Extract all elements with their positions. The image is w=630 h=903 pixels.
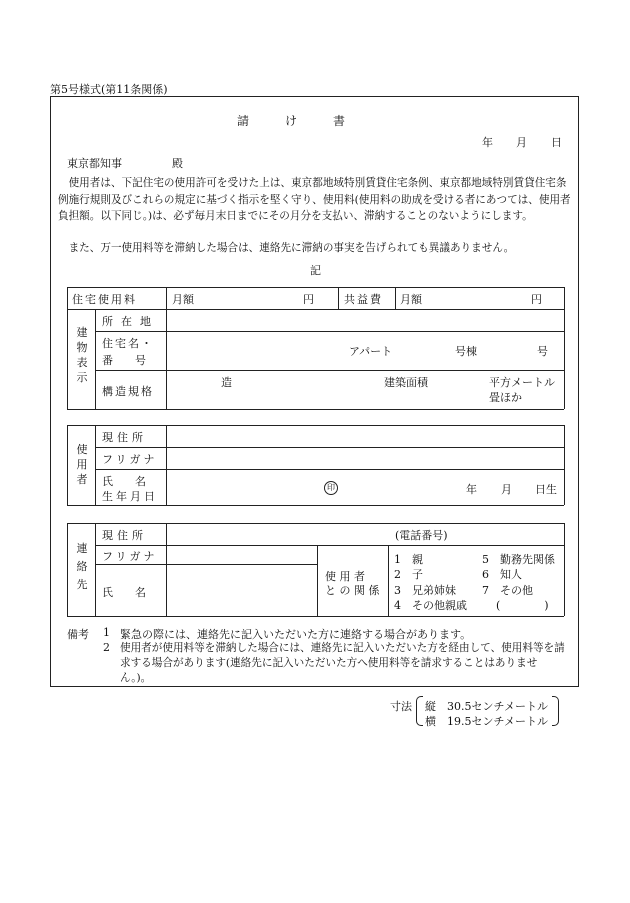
seal-mark [324, 480, 338, 495]
relation-option-1: 1 親 [394, 553, 423, 566]
form-number: 第5号様式(第11条関係) [50, 83, 168, 96]
date-month: 月 [516, 136, 527, 149]
right-brace [552, 696, 559, 726]
floor-area-label: 建築面積 [384, 376, 428, 389]
common-fee-label: 共益費 [344, 293, 383, 306]
user-side-label: 使用者 [76, 443, 88, 486]
left-brace [416, 696, 423, 726]
pledge-paragraph-2: また、万一使用料等を滞納した場合は、連絡先に滞納の事実を告げられても異議ありません。 [68, 242, 515, 254]
user-name-label: 氏 名 [102, 475, 146, 488]
note-1-number: 1 [103, 626, 110, 639]
rent-yen: 円 [303, 293, 314, 306]
common-yen: 円 [531, 293, 542, 306]
contact-furigana-label: フリガナ [102, 550, 158, 563]
ki-heading: 記 [310, 264, 321, 277]
common-monthly: 月額 [400, 293, 422, 306]
housing-number-label: 番 号 [102, 354, 146, 367]
relation-option-7: 7 その他 [482, 584, 533, 597]
structure-label: 構造規格 [102, 385, 154, 398]
housing-name-label: 住宅名・ [102, 337, 154, 350]
note-2-number: 2 [103, 641, 110, 654]
relation-option-6: 6 知人 [482, 568, 522, 581]
addressee-suffix: 殿 [172, 157, 183, 170]
structure-unit: 造 [221, 376, 232, 389]
relation-option-8: ( ) [496, 599, 549, 612]
pledge-paragraph: 使用者は、下記住宅の使用許可を受けた上は、東京都地域特別賃貸住宅条例、東京都地域特別賃貸住宅条例施行規則及びこれらの規定に基づく指示を堅く守り、使用料(使用料の助成を受ける者にあつては、使用者負担額。以下同じ。)は、必ず毎月末日までにその月分を支払い、滞納することのないようにします。 [58, 177, 571, 222]
notes-label: 備考 [67, 628, 89, 641]
user-furigana-label: フリガナ [102, 453, 158, 466]
rent-label: 住宅使用料 [72, 293, 137, 306]
building-side-label: 建物表示 [76, 326, 88, 384]
room-no-label: 号 [537, 345, 548, 358]
user-birth-label: 生年月日 [102, 490, 158, 503]
relation-option-4: 4 その他親戚 [394, 599, 467, 612]
relation-option-5: 5 勤務先関係 [482, 553, 555, 566]
seal-icon: 印 [324, 481, 338, 495]
dimensions-label: 寸法 [390, 700, 412, 713]
note-2: 使用者が使用料等を滞納した場合には、連絡先に記入いただいた方を経由して、使用料等を請求する場合があります(連絡先に記入いただいた方へ使用料等を請求することはありません。)。 [120, 642, 565, 684]
addressee: 東京都知事 [67, 157, 122, 170]
user-address-label: 現住所 [102, 431, 147, 444]
rent-monthly: 月額 [172, 293, 194, 306]
contact-name-label: 氏 名 [102, 586, 146, 599]
building-no-label: 号棟 [455, 345, 477, 358]
dimension-horizontal: 横 19.5センチメートル [425, 715, 549, 728]
contact-side-label: 連絡先 [76, 542, 88, 591]
relation-label-2: と の 関 係 [325, 584, 380, 597]
relation-label-1: 使 用 者 [325, 570, 365, 583]
birth-month: 月 [501, 483, 512, 496]
relation-option-3: 3 兄弟姉妹 [394, 584, 456, 597]
note-1: 緊急の際には、連絡先に記入いただいた方に連絡する場合があります。 [120, 628, 472, 641]
location-label: 所在地 [102, 315, 159, 328]
area-unit-sqm: 平方メートル [489, 376, 555, 389]
birth-day: 日生 [535, 483, 557, 496]
area-unit-tatami: 畳ほか [489, 391, 522, 404]
form-title: 請 け 書 [237, 114, 346, 128]
contact-address-label: 現住所 [102, 529, 147, 542]
relation-option-2: 2 子 [394, 568, 423, 581]
contact-phone-label: (電話番号) [395, 529, 448, 542]
dimension-vertical: 縦 30.5センチメートル [425, 700, 549, 713]
date-day: 日 [551, 136, 562, 149]
apartment-label: アパート [349, 345, 393, 358]
birth-year: 年 [466, 483, 477, 496]
date-year: 年 [482, 136, 493, 149]
